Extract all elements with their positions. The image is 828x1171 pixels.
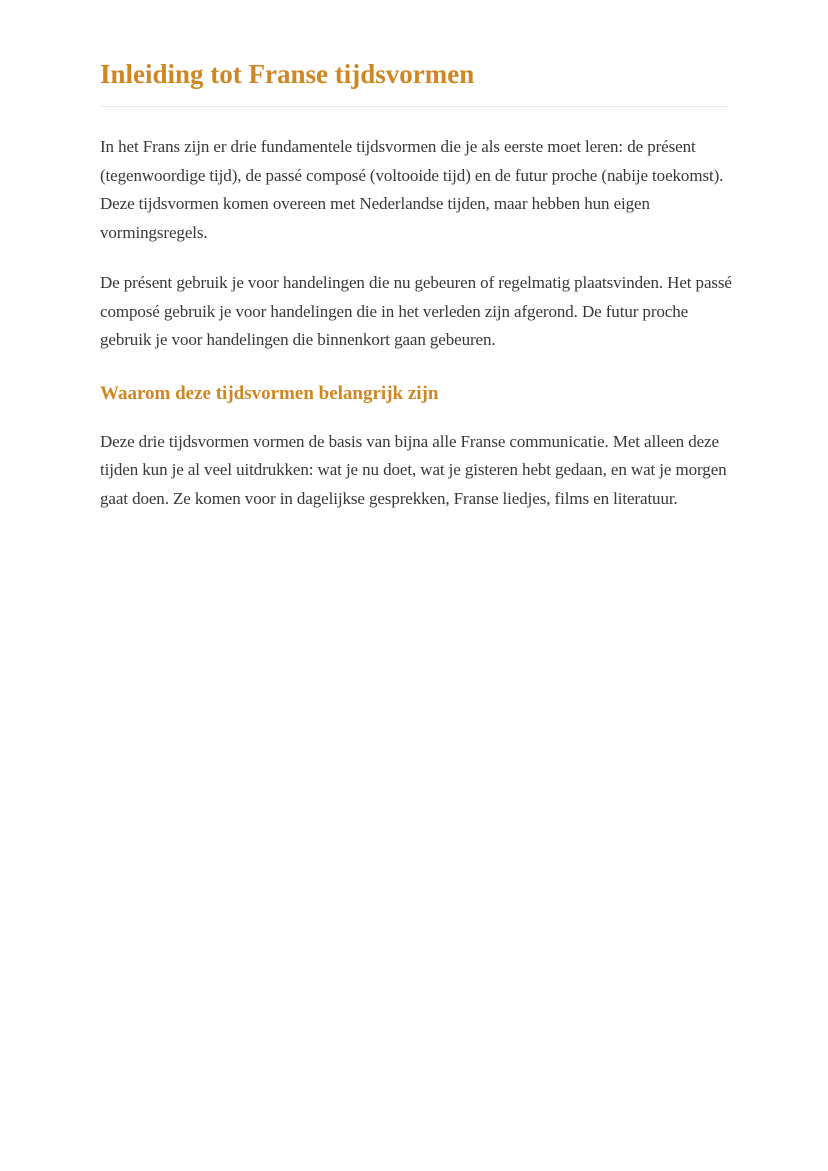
importance-paragraph: Deze drie tijdsvormen vormen de basis van bijna alle Franse communicatie. Met alleen deze tijden kun je al veel uitdrukken: wat je nu doet, wat je gisteren hebt gedaan, en wat je morgen gaat doen. Ze komen voor in dagelijkse gesprekken, Franse liedjes, films en literatuur. [100,431,727,508]
page-title: Inleiding tot Franse tijdsvormen [100,59,475,89]
usage-paragraph: De présent gebruik je voor handelingen die nu gebeuren of regelmatig plaatsvinden. Het passé composé gebruik je voor handelingen die in het verleden zijn afgerond. De futur proche gebruik je voor handelingen die binnenkort gaan gebeuren. [100,273,732,349]
intro-paragraph: In het Frans zijn er drie fundamentele tijdsvormen die je als eerste moet leren: de présent (tegenwoordige tijd), de passé composé (voltooide tijd) en de futur proche (nabije toekomst). Deze tijdsvormen komen overeen met Nederlandse tijden, maar hebben hun eigen vormingsregels. [100,137,724,242]
document-page [0,0,828,513]
title-divider [100,106,728,107]
section-heading: Waarom deze tijdsvormen belangrijk zijn [100,382,439,404]
